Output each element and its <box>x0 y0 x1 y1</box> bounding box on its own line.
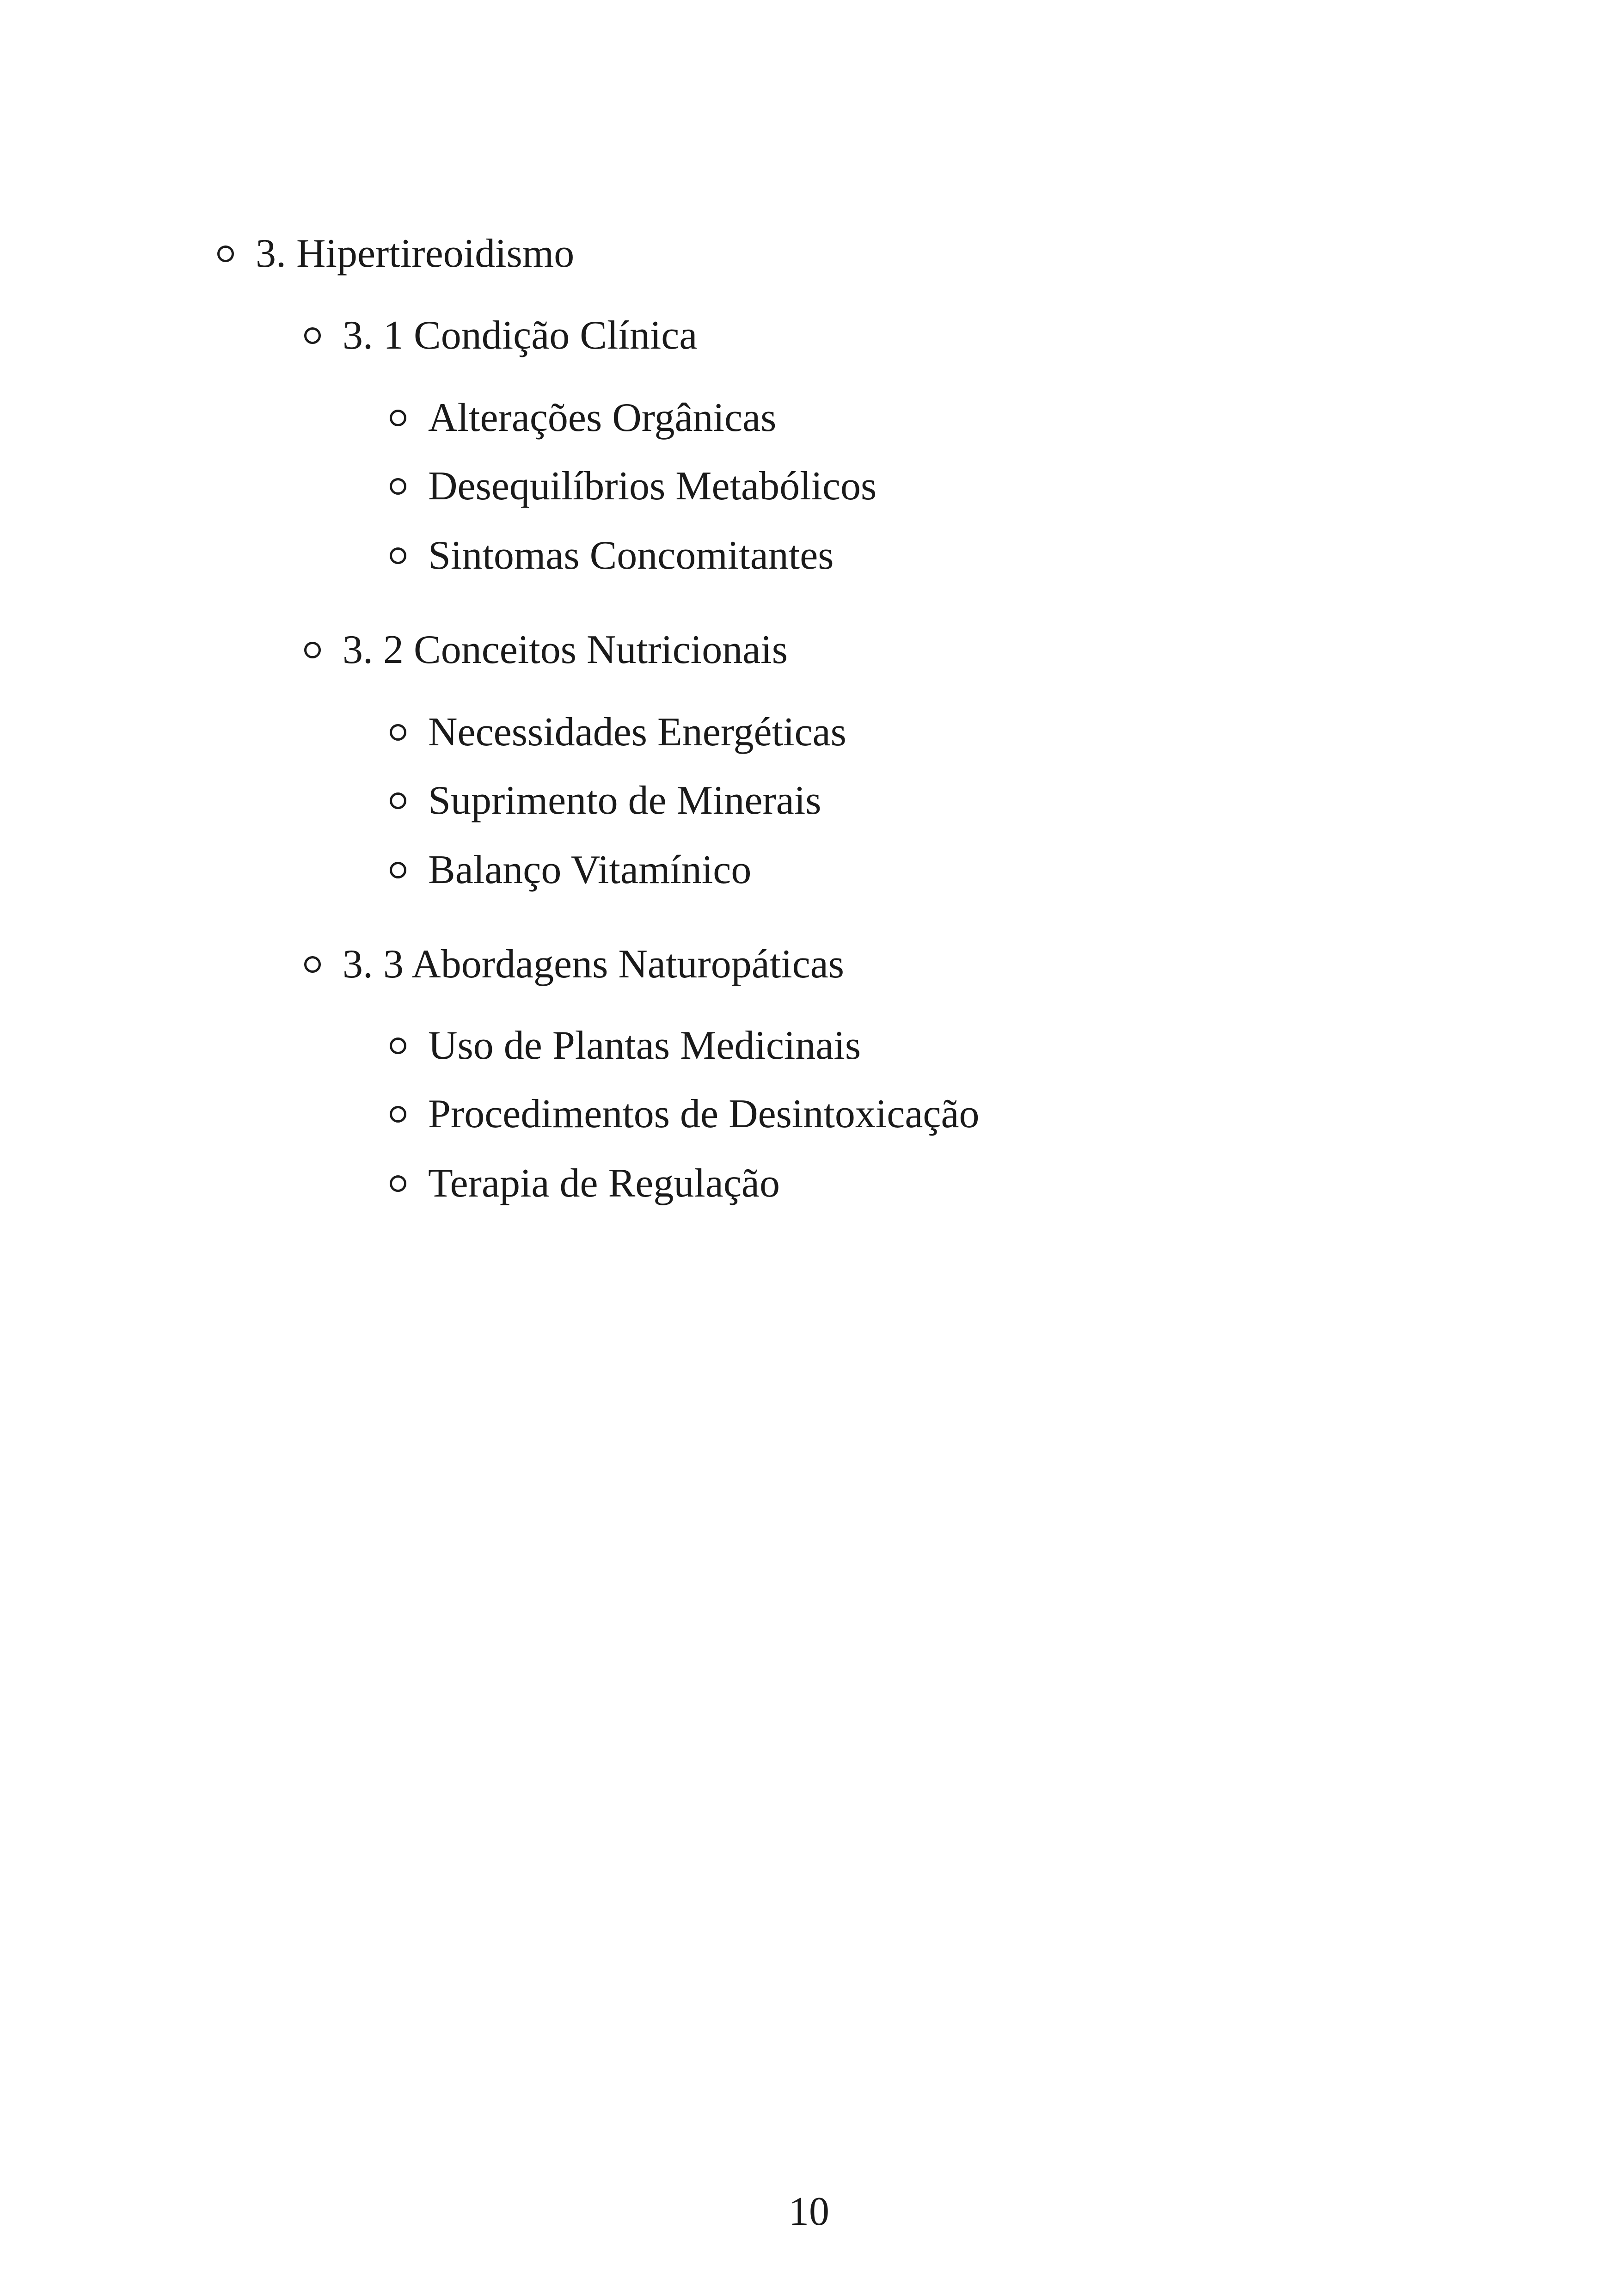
page-number: 10 <box>789 2189 829 2234</box>
section-label: 3. 3 Abordagens Naturopáticas <box>343 942 845 987</box>
section-label: 3. 2 Conceitos Nutricionais <box>343 627 788 672</box>
hollow-circle-bullet-icon <box>390 547 406 564</box>
hollow-circle-bullet-icon <box>390 1175 406 1192</box>
hollow-circle-bullet-icon <box>390 1037 406 1054</box>
subitem-label: Sintomas Concomitantes <box>428 533 834 578</box>
hollow-circle-bullet-icon <box>217 246 234 262</box>
subitem-label: Necessidades Energéticas <box>428 710 846 755</box>
hollow-circle-bullet-icon <box>304 642 321 658</box>
subitem-label: Balanço Vitamínico <box>428 847 752 892</box>
hollow-circle-bullet-icon <box>304 327 321 344</box>
hollow-circle-bullet-icon <box>390 862 406 878</box>
subitem-label: Terapia de Regulação <box>428 1161 780 1206</box>
subitem-label: Uso de Plantas Medicinais <box>428 1023 861 1068</box>
hollow-circle-bullet-icon <box>390 792 406 809</box>
subitem-label: Procedimentos de Desintoxicação <box>428 1092 980 1136</box>
hollow-circle-bullet-icon <box>390 478 406 495</box>
subitem-label: Alterações Orgânicas <box>428 395 777 440</box>
hollow-circle-bullet-icon <box>390 724 406 741</box>
hollow-circle-bullet-icon <box>390 410 406 426</box>
hollow-circle-bullet-icon <box>304 956 321 973</box>
section-label: 3. 1 Condição Clínica <box>343 313 698 358</box>
outline-title: 3. Hipertireoidismo <box>256 231 575 276</box>
hollow-circle-bullet-icon <box>390 1106 406 1123</box>
subitem-label: Desequilíbrios Metabólicos <box>428 464 877 509</box>
subitem-label: Suprimento de Minerais <box>428 778 821 823</box>
